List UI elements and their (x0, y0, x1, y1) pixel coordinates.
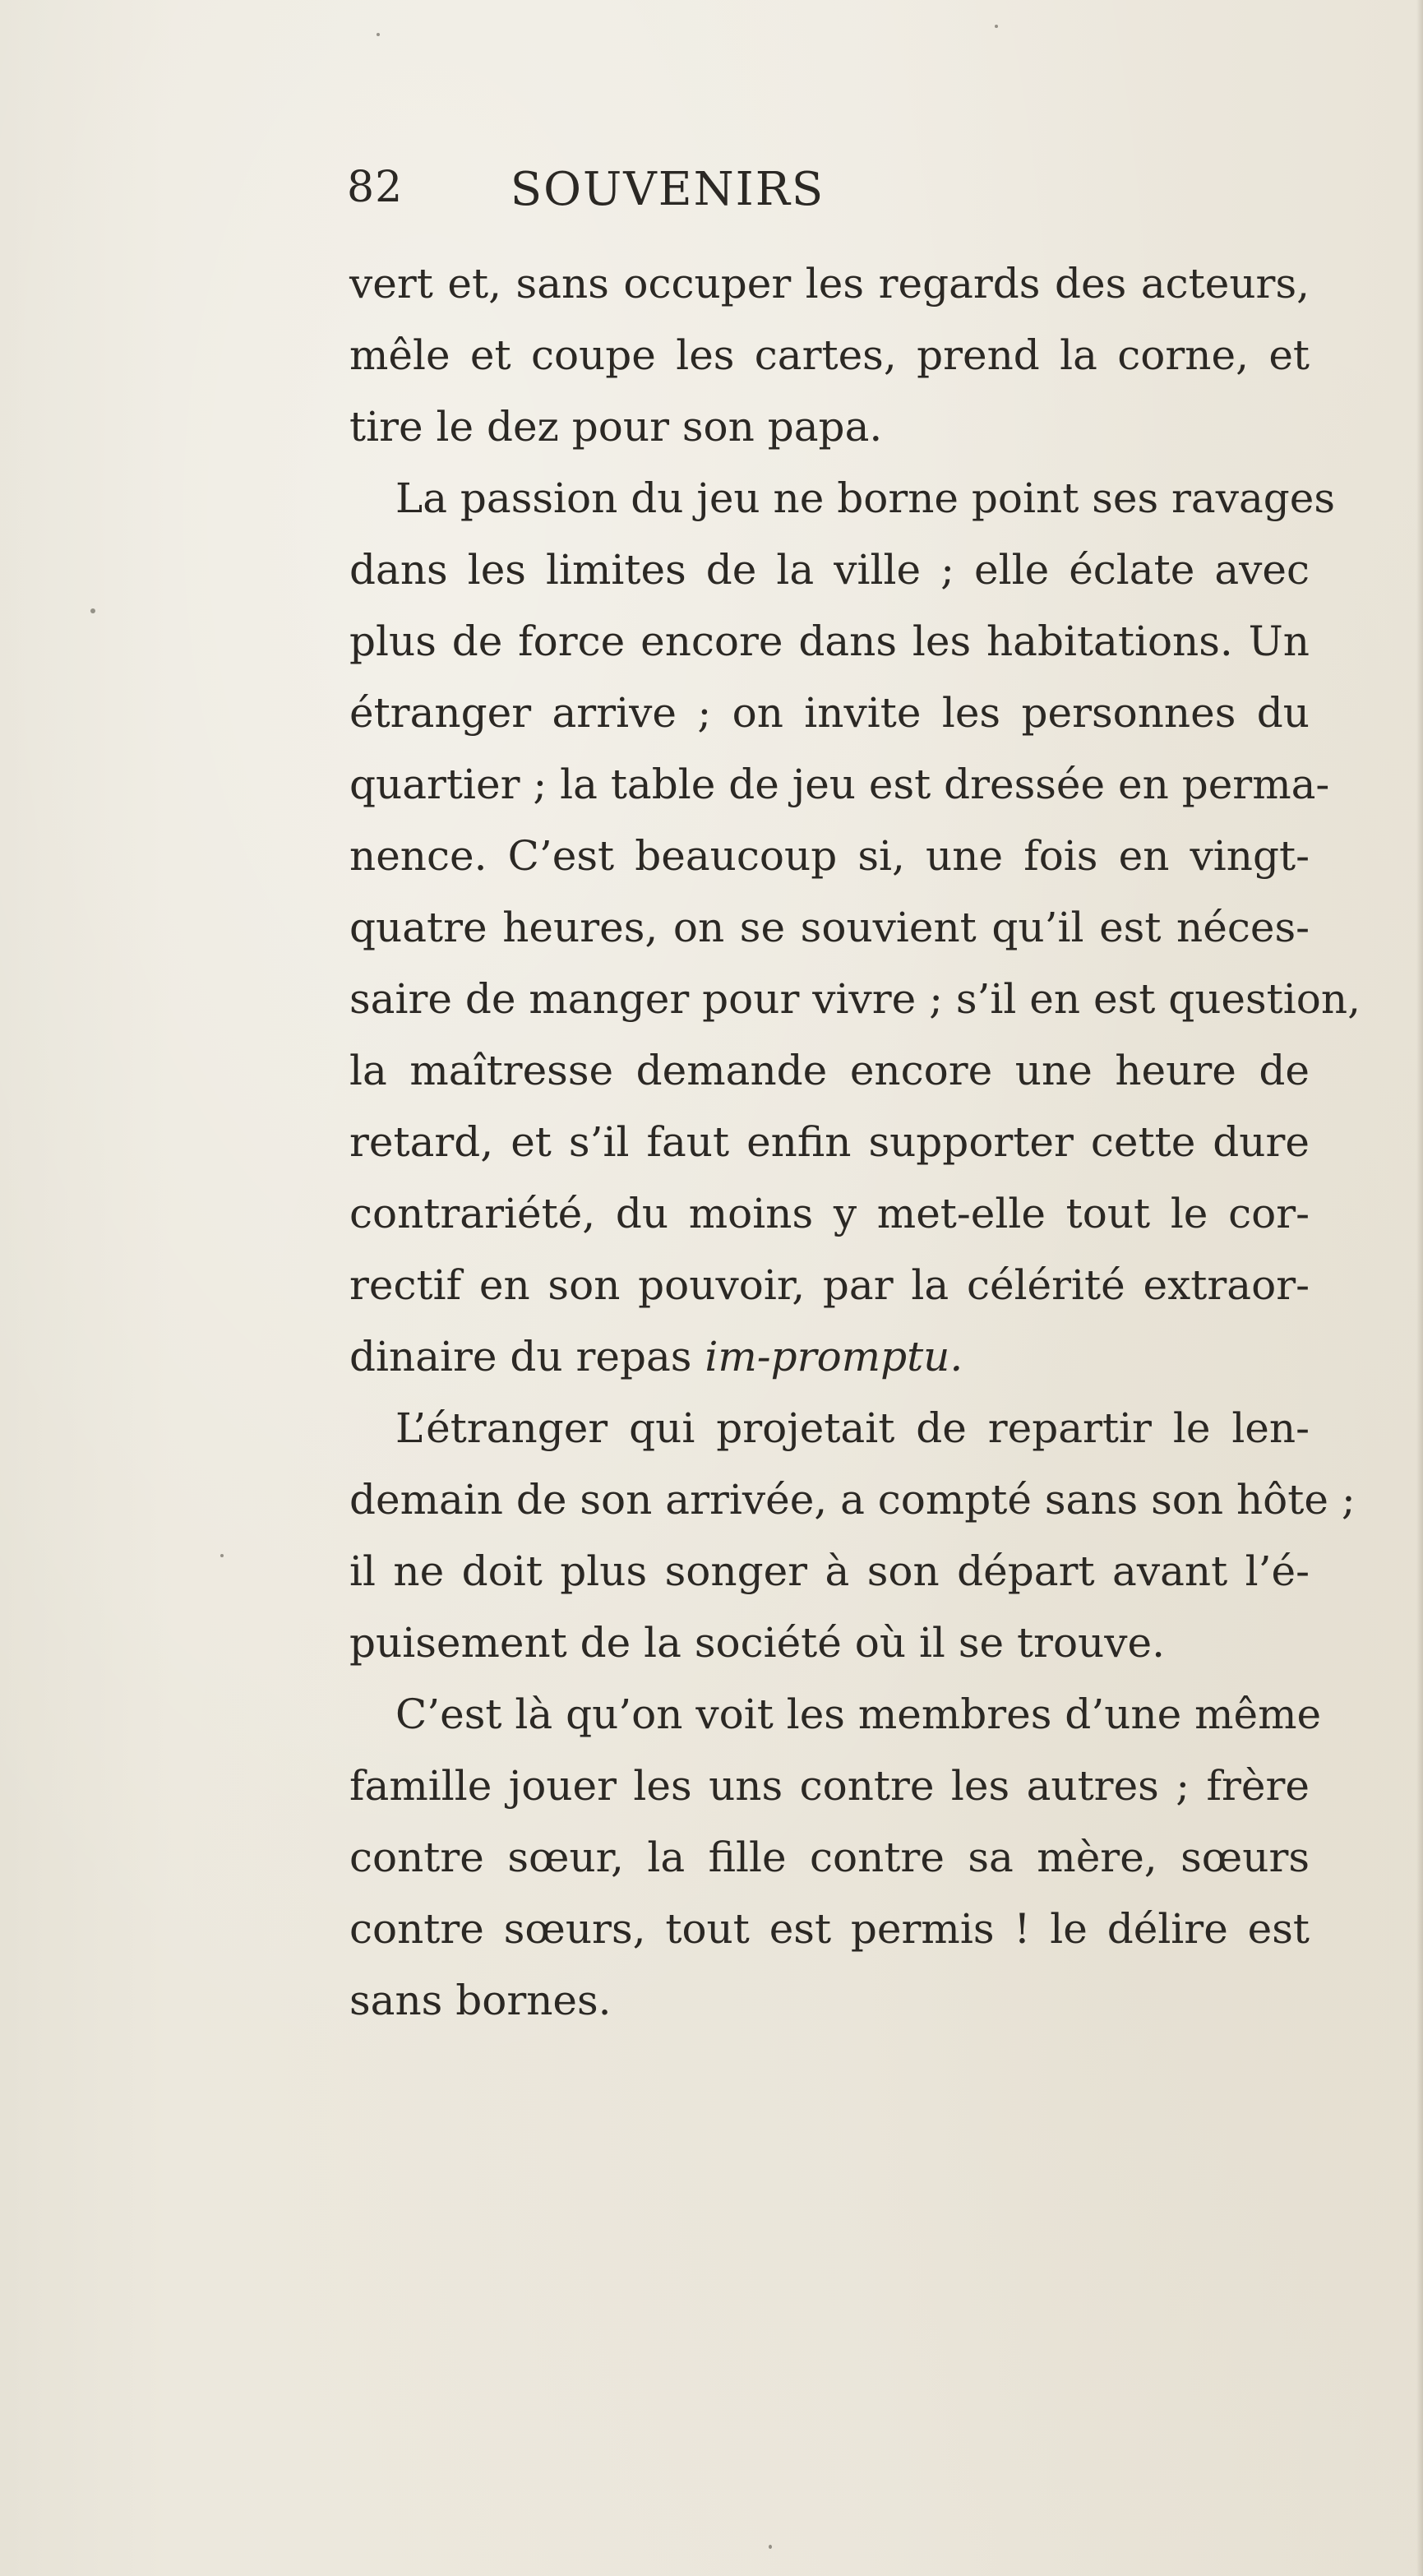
text-line (349, 1607, 1310, 1679)
paper-speck (90, 608, 95, 613)
text-line-content: quartier ; la table de jeu est dressée en perma- (349, 761, 1330, 808)
text-line-content: C’est là qu’on voit les membres d’une même (395, 1690, 1322, 1738)
text-line (349, 534, 1310, 606)
text-line-content: dinaire du repas (349, 1333, 705, 1380)
text-line-content: famille jouer les uns contre les autres ; frère (349, 1762, 1310, 1810)
text-line (349, 1107, 1310, 1178)
text-line (349, 248, 1310, 320)
text-line-content: La passion du jeu ne borne point ses ravages (395, 474, 1336, 522)
text-line (349, 749, 1330, 821)
text-line (349, 1536, 1310, 1607)
italic-word: im-promptu. (705, 1333, 963, 1380)
text-line (349, 1464, 1356, 1536)
body-text (349, 248, 1361, 2037)
text-line-content: saire de manger pour vivre ; s’il en est question, (349, 975, 1361, 1023)
text-line (349, 1822, 1310, 1894)
text-line-content: sans bornes. (349, 1977, 612, 2024)
text-line (349, 1250, 1310, 1321)
text-line (349, 391, 1310, 463)
text-line-content: dans les limites de la ville ; elle éclate avec (349, 546, 1310, 594)
text-line-content: contrariété, du moins y met-elle tout le cor- (349, 1190, 1310, 1237)
text-line-content: vert et, sans occuper les regards des acteurs, (349, 260, 1310, 308)
text-line (349, 1321, 1310, 1393)
text-line-content: plus de force encore dans les habitations. Un (349, 617, 1310, 665)
text-line-content: contre sœur, la fille contre sa mère, sœurs (349, 1834, 1310, 1881)
text-line (349, 463, 1336, 534)
text-line (349, 320, 1310, 391)
text-line-content: la maîtresse demande encore une heure de (349, 1047, 1310, 1094)
text-line-content: mêle et coupe les cartes, prend la corne, et (349, 331, 1310, 379)
text-line (349, 1178, 1310, 1250)
text-line (349, 1750, 1310, 1822)
paper-speck (220, 1554, 224, 1557)
text-line-content: nence. C’est beaucoup si, une fois en vingt- (349, 832, 1310, 880)
page-header (347, 163, 988, 229)
page-number: 82 (347, 163, 404, 212)
text-line (349, 606, 1310, 678)
paper-speck (995, 25, 998, 28)
text-line-content: tire le dez pour son papa. (349, 403, 883, 451)
text-line-content: puisement de la société où il se trouve. (349, 1619, 1165, 1667)
text-line (349, 1393, 1310, 1464)
text-line-content: L’étranger qui projetait de repartir le len- (395, 1404, 1310, 1452)
paper-speck (377, 33, 380, 36)
text-line (349, 1894, 1310, 1965)
running-head: SOUVENIRS (510, 163, 825, 216)
text-line-content: quatre heures, on se souvient qu’il est néces- (349, 904, 1310, 951)
text-line (349, 892, 1310, 964)
text-line-content: étranger arrive ; on invite les personnes du (349, 689, 1310, 737)
text-line (349, 964, 1361, 1035)
text-line (349, 678, 1310, 749)
text-line (349, 1679, 1322, 1750)
text-line (349, 1965, 1310, 2037)
text-line (349, 821, 1310, 892)
text-line-content: il ne doit plus songer à son départ avant l’é- (349, 1547, 1310, 1595)
text-line-content: demain de son arrivée, a compté sans son hôte ; (349, 1476, 1356, 1524)
text-line (349, 1035, 1310, 1107)
paper-speck (769, 2545, 772, 2549)
text-line-content: retard, et s’il faut enfin supporter cette dure (349, 1118, 1310, 1166)
text-line-content: rectif en son pouvoir, par la célérité extraor- (349, 1261, 1310, 1309)
text-line-content: contre sœurs, tout est permis ! le délire est (349, 1905, 1310, 1953)
